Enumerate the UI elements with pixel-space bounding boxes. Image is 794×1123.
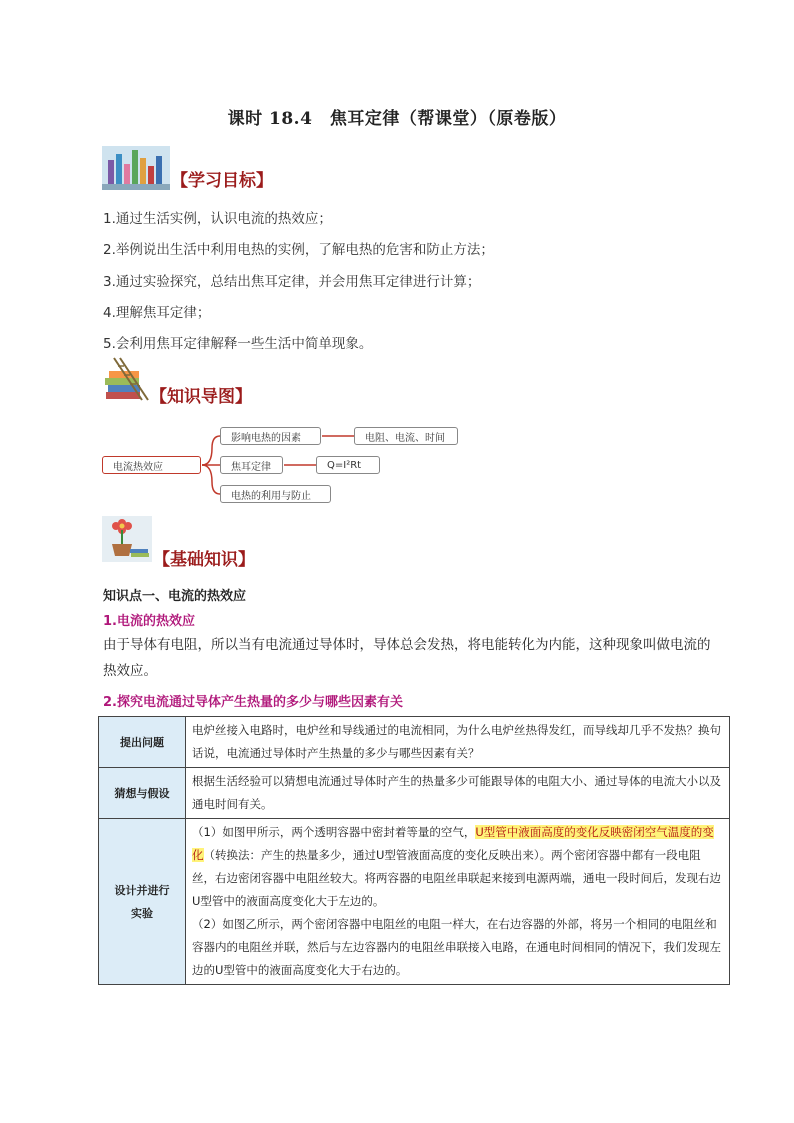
table-row xyxy=(99,819,730,985)
flower-illustration xyxy=(102,516,152,562)
objective-item: 3.通过实验探究，总结出焦耳定律，并会用焦耳定律进行计算； xyxy=(103,274,481,290)
mindmap-leaf: Q=I²Rt xyxy=(316,456,380,474)
books-illustration xyxy=(102,356,150,404)
mindmap-root: 电流热效应 xyxy=(102,456,201,474)
heat-effect-paragraph: 由于导体有电阻，所以当有电流通过导体时，导体总会发热，将电能转化为内能，这种现象叫做电流的热效应。 xyxy=(103,637,711,679)
subheading-explore: 2.探究电流通过导体产生热量的多少与哪些因素有关 xyxy=(103,695,403,710)
table-row xyxy=(99,717,730,768)
subheading-heat-effect: 1.电流的热效应 xyxy=(103,614,195,629)
step-1-text-b: （转换法：产生的热量多少，通过U型管液面高度的变化反映出来）。两个密闭容器中都有一段电阻丝，右边密闭容器中电阻丝较大。将两容器的电阻丝串联起来接到电源两端，通电一段时间后，发现右边U型管中的液面高度变化大于左边的。 xyxy=(192,848,721,908)
table-head-cell: 提出问题 xyxy=(99,717,186,768)
experiment-table xyxy=(98,716,730,985)
objective-item: 4.理解焦耳定律； xyxy=(103,305,211,321)
section-mindmap-label: 【知识导图】 xyxy=(150,387,252,407)
mindmap-branch: 电热的利用与防止 xyxy=(220,485,331,503)
highlighted-text: U型管中液面高度的变化反映密闭空气温度的变化 xyxy=(192,825,714,862)
table-head-cell xyxy=(99,819,186,985)
mindmap-branch: 影响电热的因素 xyxy=(220,427,321,445)
table-cell xyxy=(186,819,730,985)
table-cell: 电炉丝接入电路时，电炉丝和导线通过的电流相同，为什么电炉丝热得发红，而导线却几乎不发热？换句话说，电流通过导体时产生热量的多少与哪些因素有关？ xyxy=(186,717,730,768)
mindmap-leaf: 电阻、电流、时间 xyxy=(354,427,458,445)
experiment-step-1 xyxy=(192,821,723,913)
step-1-text-a: （1）如图甲所示，两个透明容器中密封着等量的空气， xyxy=(192,825,476,839)
table-head-line: 实验 xyxy=(131,906,153,920)
objective-item: 5.会利用焦耳定律解释一些生活中简单现象。 xyxy=(103,336,373,352)
section-objectives-label: 【学习目标】 xyxy=(171,171,273,191)
experiment-step-2: （2）如图乙所示，两个密闭容器中电阻丝的电阻一样大，在右边容器的外部，将另一个相同的电阻丝和容器内的电阻丝并联，然后与左边容器内的电阻丝串联接入电路，在通电时间相同的情况下，我们发现左边的U型管中的液面高度变化大于右边的。 xyxy=(192,917,721,977)
page-title: 课时 18.4 焦耳定律（帮课堂）（原卷版） xyxy=(227,109,567,129)
objective-item: 2.举例说出生活中利用电热的实例，了解电热的危害和防止方法； xyxy=(103,242,494,258)
table-cell: 根据生活经验可以猜想电流通过导体时产生的热量多少可能跟导体的电阻大小、通过导体的电流大小以及通电时间有关。 xyxy=(186,768,730,819)
objective-item: 1.通过生活实例，认识电流的热效应； xyxy=(103,211,332,227)
objectives-illustration xyxy=(102,146,170,190)
knowledge-point-heading: 知识点一、电流的热效应 xyxy=(103,589,247,604)
table-head-line: 设计并进行 xyxy=(114,883,170,897)
section-basics-label: 【基础知识】 xyxy=(153,550,255,570)
mindmap-branch: 焦耳定律 xyxy=(220,456,283,474)
table-head-cell: 猜想与假设 xyxy=(99,768,186,819)
table-row xyxy=(99,768,730,819)
